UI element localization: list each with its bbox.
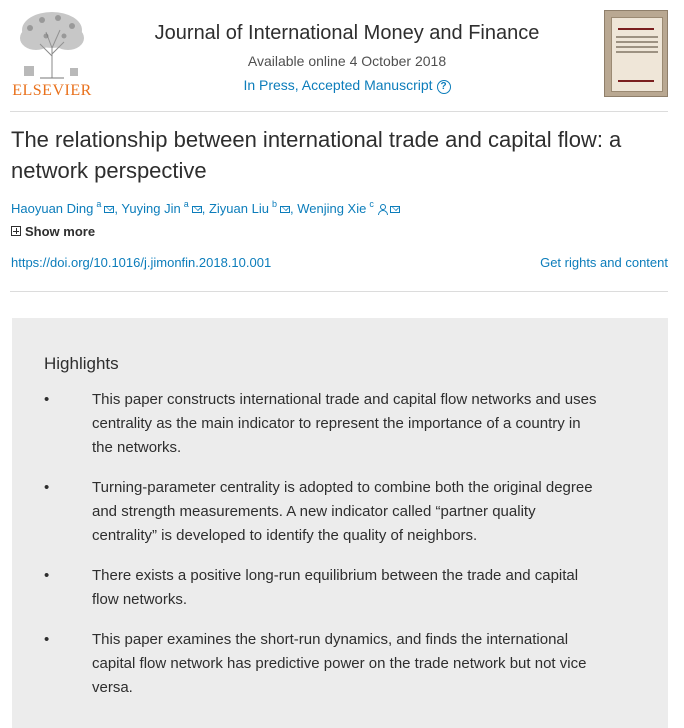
cover-text-line [616,41,658,43]
affiliation-marker[interactable]: a [183,199,189,209]
question-circle-icon[interactable]: ? [437,80,451,94]
highlight-text [92,564,648,612]
bullet-icon: • [44,391,50,408]
doi-link[interactable]: https://doi.org/10.1016/j.jimonfin.2018.10.001 [11,255,272,270]
affiliation-marker[interactable]: a [96,199,102,209]
highlight-line: There exists a positive long-run equilibrium between the trade and capital [92,567,579,584]
available-online-date: Available online 4 October 2018 [247,53,447,69]
journal-cover-thumbnail[interactable] [604,10,668,97]
highlights-panel [12,318,668,728]
author-name[interactable]: Ziyuan Liu [208,201,269,216]
elsevier-tree-icon [10,8,94,80]
highlight-line: capital flow network has predictive power on the trade network but not vice [92,655,587,672]
highlight-text [92,476,648,548]
cover-text-line [616,51,658,53]
person-icon[interactable] [377,204,387,214]
journal-header [0,0,684,110]
highlight-line: centrality” is developed to identify the quality of neighbors. [92,527,478,544]
meta-divider [10,291,668,292]
author-separator: , [201,201,206,216]
author-link[interactable] [121,201,201,216]
journal-cover-page [611,17,663,92]
article-title-line: The relationship between international trade and capital flow: a [11,127,622,152]
affiliation-marker[interactable]: b [271,199,277,209]
bullet-icon: • [44,631,50,648]
envelope-icon[interactable] [390,206,400,213]
article-title-line: network perspective [11,158,207,183]
highlight-line: centrality as the main indicator to represent the importance of a country in [92,415,581,432]
highlight-line: This paper constructs international trade and capital flow networks and uses [92,391,597,408]
manuscript-status[interactable] [110,76,584,94]
envelope-icon[interactable] [280,206,290,213]
author-separator: , [289,201,294,216]
bullet-icon: • [44,479,50,496]
highlight-line: This paper examines the short-run dynamics, and finds the international [92,631,569,648]
author-separator: , [114,201,119,216]
author-link[interactable] [297,201,400,216]
journal-info [110,20,584,94]
highlight-line: the networks. [92,439,182,456]
author-link[interactable] [11,201,114,216]
highlight-line: Turning-parameter centrality is adopted to combine both the original degree [92,479,593,496]
envelope-icon[interactable] [192,206,202,213]
cover-rule [618,80,654,82]
rights-link[interactable]: Get rights and content [540,255,668,270]
author-name[interactable]: Yuying Jin [121,201,181,216]
cover-rule [618,28,654,30]
highlight-text [92,628,648,700]
article-title [11,124,671,186]
show-more-button[interactable] [11,223,95,241]
highlights-heading: Highlights [44,354,119,373]
highlight-line: and strength measurements. A new indicator called “partner quality [92,503,536,520]
manuscript-status-label[interactable]: In Press, Accepted Manuscript [243,77,433,93]
author-name[interactable]: Wenjing Xie [297,201,367,216]
envelope-icon[interactable] [104,206,114,213]
journal-title-link[interactable]: Journal of International Money and Finance [154,22,540,44]
author-link[interactable] [209,201,290,216]
header-divider [10,111,668,112]
bullet-icon: • [44,567,50,584]
highlight-text [92,388,648,460]
plus-box-icon[interactable] [11,226,21,236]
cover-text-line [616,36,658,38]
show-more-label[interactable]: Show more [25,224,96,239]
cover-text-line [616,46,658,48]
highlight-line: flow networks. [92,591,188,608]
affiliation-marker[interactable]: c [369,199,374,209]
elsevier-logo[interactable] [10,8,94,100]
highlight-line: versa. [92,679,133,696]
author-list [11,195,671,218]
author-name[interactable]: Haoyuan Ding [11,201,94,216]
elsevier-wordmark: ELSEVIER [12,82,92,99]
